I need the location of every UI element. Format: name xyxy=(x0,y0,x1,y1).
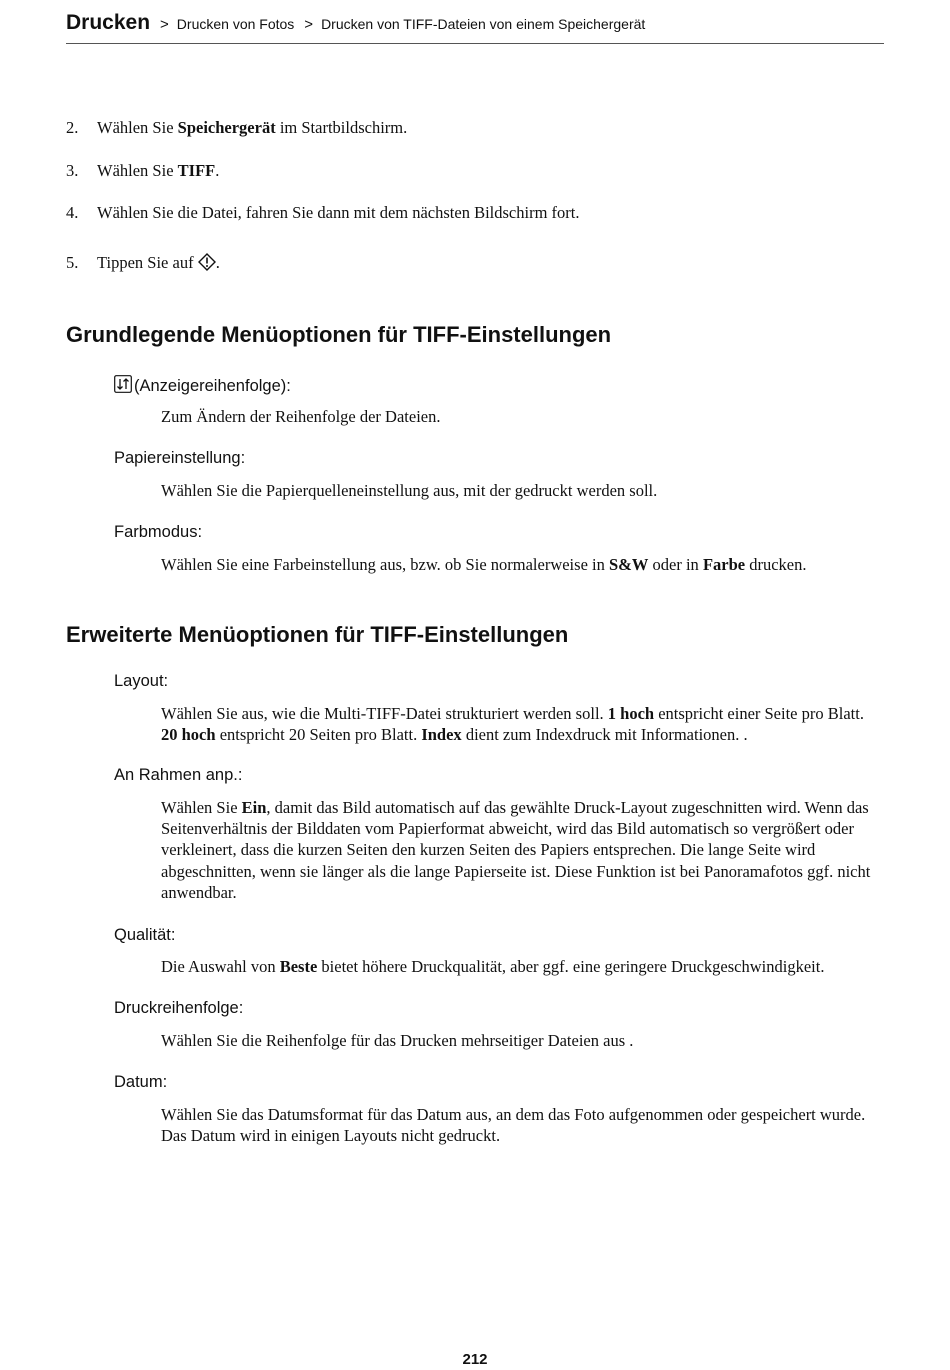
step-text: im Startbildschirm. xyxy=(275,118,408,137)
desc-text: Wählen Sie aus, wie die Multi-TIFF-Datei strukturiert werden soll. xyxy=(161,704,608,723)
breadcrumb xyxy=(66,11,884,44)
step-text: Wählen Sie die Datei, fahren Sie dann mit dem nächsten Bildschirm fort. xyxy=(97,203,580,222)
term-print-order: Druckreihenfolge: xyxy=(114,999,244,1017)
desc-text: Wählen Sie xyxy=(161,798,242,817)
step-item xyxy=(66,253,220,273)
step-number: 3. xyxy=(66,161,79,180)
step-bold: TIFF xyxy=(177,161,216,180)
step-text: . xyxy=(215,161,220,180)
desc-text: dient zum Indexdruck mit Informationen. . xyxy=(461,725,748,745)
term-description xyxy=(161,703,873,745)
step-number: 5. xyxy=(66,253,79,272)
breadcrumb-separator: > xyxy=(160,16,169,33)
term-fit-frame: An Rahmen anp.: xyxy=(114,766,243,784)
step-item xyxy=(66,203,580,223)
breadcrumb-item-tiff[interactable]: Drucken von TIFF-Dateien von einem Speichergerät xyxy=(321,16,646,32)
page-number: 212 xyxy=(462,1351,488,1368)
breadcrumb-main: Drucken xyxy=(66,11,151,34)
section-heading-basic: Grundlegende Menüoptionen für TIFF-Einstellungen xyxy=(66,322,612,347)
desc-bold: 20 hoch xyxy=(161,725,216,745)
term-quality: Qualität: xyxy=(114,926,176,944)
step-item xyxy=(66,161,219,181)
desc-text: entspricht 20 Seiten pro Blatt. xyxy=(215,725,422,745)
sort-order-icon xyxy=(114,375,132,393)
term-description: Wählen Sie die Reihenfolge für das Drucken mehrseitiger Dateien aus . xyxy=(161,1031,634,1050)
term-description: Wählen Sie die Papierquelleneinstellung aus, mit der gedruckt werden soll. xyxy=(161,481,658,500)
breadcrumb-separator: > xyxy=(304,16,314,33)
desc-text: oder in xyxy=(648,555,703,574)
step-bold: Speichergerät xyxy=(177,118,276,137)
term-color-mode: Farbmodus: xyxy=(114,523,203,541)
term-description xyxy=(161,797,873,903)
step-text: . xyxy=(215,253,220,272)
term-description xyxy=(161,554,873,575)
step-item xyxy=(66,118,407,138)
desc-bold: Ein xyxy=(241,798,267,817)
desc-bold: Index xyxy=(421,725,462,745)
desc-bold: S&W xyxy=(608,555,649,574)
term-description: Zum Ändern der Reihenfolge der Dateien. xyxy=(161,407,441,426)
desc-text: drucken. xyxy=(745,555,807,574)
term-date: Datum: xyxy=(114,1073,168,1091)
section-heading-advanced: Erweiterte Menüoptionen für TIFF-Einstellungen xyxy=(66,622,569,647)
step-text: Wählen Sie xyxy=(97,161,178,180)
breadcrumb-item-photos[interactable]: Drucken von Fotos xyxy=(176,16,295,32)
desc-text: entspricht einer Seite pro Blatt. xyxy=(654,704,864,723)
step-number: 4. xyxy=(66,203,79,222)
desc-bold: Beste xyxy=(279,957,318,976)
desc-bold: Farbe xyxy=(702,555,746,574)
desc-text: Die Auswahl von xyxy=(161,957,280,976)
term-description: Wählen Sie das Datumsformat für das Datum aus, an dem das Foto aufgenommen oder gespeichert wurde. Das Datum wird in einigen Layouts nicht gedruckt. xyxy=(161,1105,866,1146)
term-display-order xyxy=(114,375,291,396)
desc-bold: 1 hoch xyxy=(607,704,655,723)
desc-text: , damit das Bild automatisch auf das gewählte Druck-Layout zugeschnitten wird. Wenn das Seitenverhältnis der Bilddaten vom Papierformat abweicht, wird das Bild automatisch so vergrößert oder verkleinert, dass die kurzen Seiten den kurzen Seiten des Papiers entsprechen. Die lange Seite wird abgeschnitten, wenn sie länger als die lange Papierseite ist. Diese Funktion ist bei Panoramafotos ggf. nicht anwendbar. xyxy=(161,798,871,902)
start-diamond-icon xyxy=(198,253,216,271)
desc-text: bietet höhere Druckqualität, aber ggf. eine geringere Druckgeschwindigkeit. xyxy=(317,957,825,976)
term-paper-setting: Papiereinstellung: xyxy=(114,449,246,467)
step-number: 2. xyxy=(66,118,79,137)
desc-text: Wählen Sie eine Farbeinstellung aus, bzw. ob Sie normalerweise in xyxy=(161,555,609,574)
step-text: Tippen Sie auf xyxy=(97,253,198,272)
step-text: Wählen Sie xyxy=(97,118,178,137)
term-layout: Layout: xyxy=(114,672,169,690)
term-label: (Anzeigereihenfolge): xyxy=(134,377,291,395)
term-description xyxy=(161,956,873,977)
